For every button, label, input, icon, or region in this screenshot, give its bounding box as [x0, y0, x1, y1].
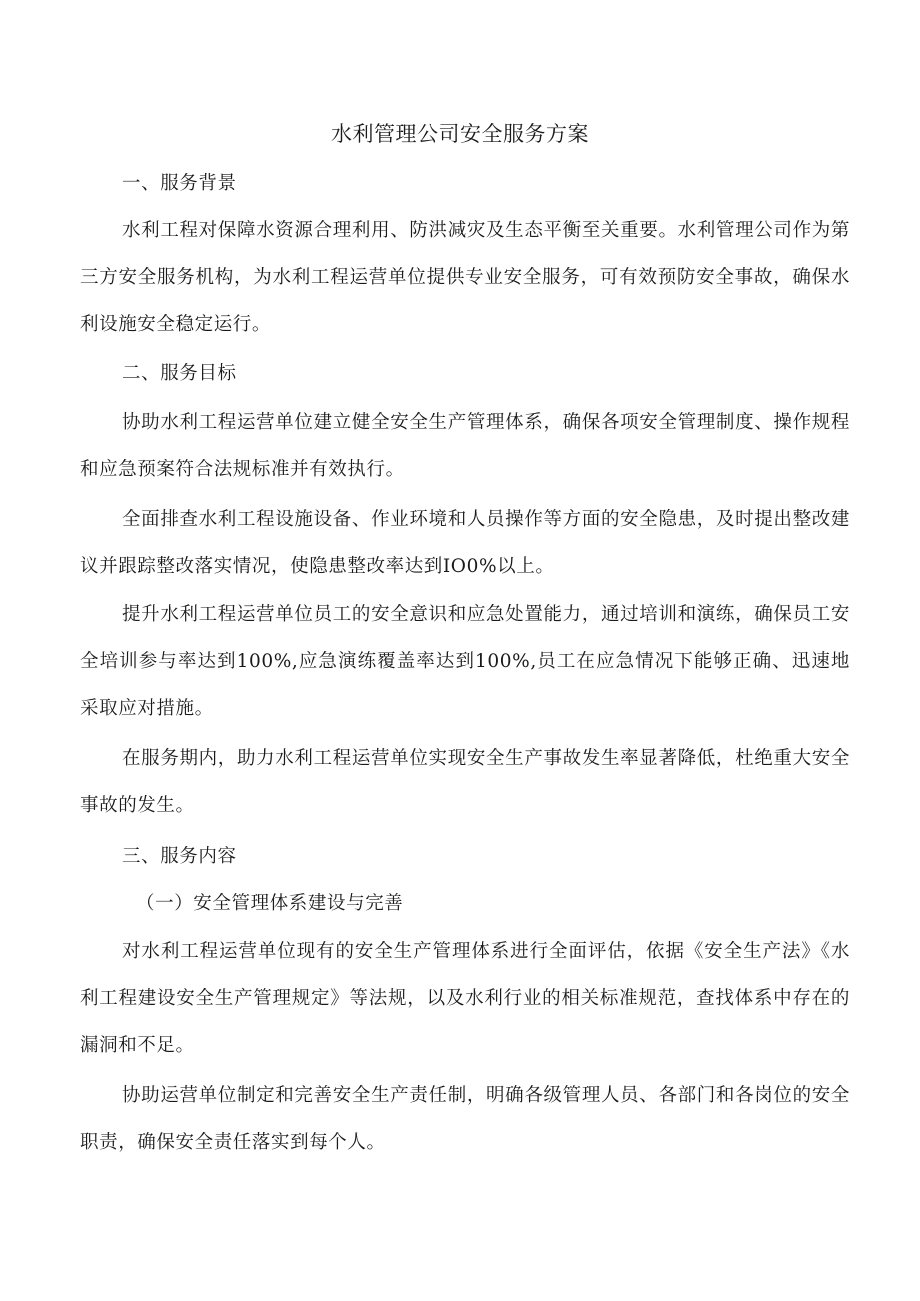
- paragraph-background: 水利工程对保障水资源合理利用、防洪减灾及生态平衡至关重要。水利管理公司作为第三方安全服务机构，为水利工程运营单位提供专业安全服务，可有效预防安全事故，确保水利设施安全稳定运行。: [80, 220, 850, 335]
- section-heading-background: 一、服务背景: [122, 173, 237, 194]
- paragraph-goal-system: 协助水利工程运营单位建立健全安全生产管理体系，确保各项安全管理制度、操作规程和应急预案符合法规标准并有效执行。: [80, 412, 850, 480]
- document-title: 水利管理公司安全服务方案: [331, 122, 589, 146]
- section-heading-content: 三、服务内容: [122, 846, 237, 867]
- subsection-heading-system: （一）安全管理体系建设与完善: [136, 893, 404, 914]
- paragraph-content-responsibility: 协助运营单位制定和完善安全生产责任制，明确各级管理人员、各部门和各岗位的安全职责，确保安全责任落实到每个人。: [80, 1085, 850, 1153]
- paragraph-content-assessment: 对水利工程运营单位现有的安全生产管理体系进行全面评估，依据《安全生产法》《水利工程建设安全生产管理规定》等法规，以及水利行业的相关标准规范，查找体系中存在的漏洞和不足。: [80, 941, 850, 1056]
- section-heading-goals: 二、服务目标: [122, 363, 237, 384]
- paragraph-goal-training: 提升水利工程运营单位员工的安全意识和应急处置能力，通过培训和演练，确保员工安全培训参与率达到100%,应急演练覆盖率达到100%,员工在应急情况下能够正确、迅速地采取应对措施。: [80, 604, 850, 719]
- paragraph-goal-hazards: 全面排查水利工程设施设备、作业环境和人员操作等方面的安全隐患，及时提出整改建议并跟踪整改落实情况，使隐患整改率达到IO0%以上。: [80, 509, 850, 577]
- paragraph-goal-accidents: 在服务期内，助力水利工程运营单位实现安全生产事故发生率显著降低，杜绝重大安全事故的发生。: [80, 748, 850, 816]
